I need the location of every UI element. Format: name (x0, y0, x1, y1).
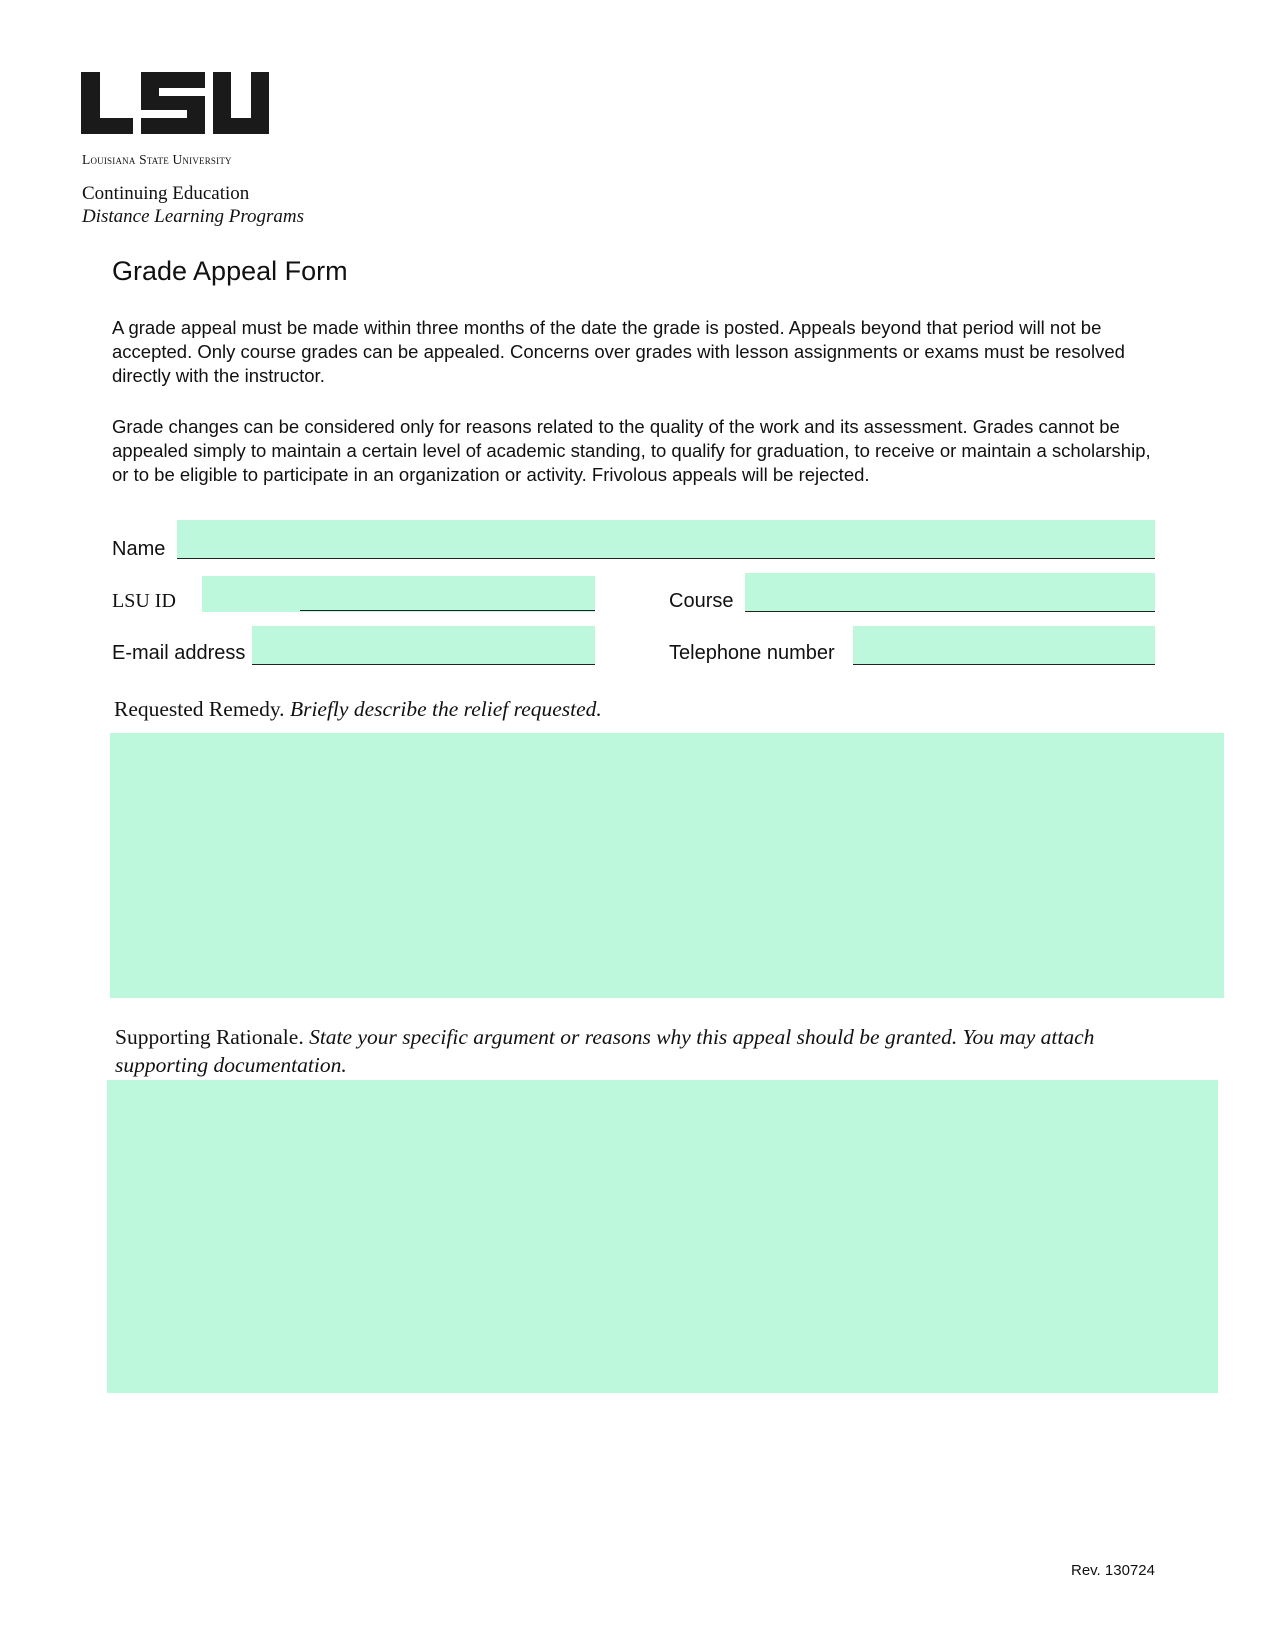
lsu-id-field[interactable] (202, 576, 595, 612)
telephone-field[interactable] (853, 626, 1155, 665)
name-field[interactable] (177, 520, 1155, 559)
email-field[interactable] (252, 626, 595, 665)
name-label: Name (112, 538, 166, 560)
lsu-logo-graphic (81, 70, 281, 140)
lsu-logo (81, 70, 281, 140)
remedy-heading (114, 695, 1164, 723)
course-label: Course (669, 590, 734, 612)
email-label: E-mail address (112, 642, 246, 664)
rationale-hint: State your specific argument or reasons why this appeal should be granted. You may attach supporting documentation. (115, 1025, 1095, 1077)
page-title: Grade Appeal Form (112, 256, 348, 286)
rationale-heading (115, 1023, 1175, 1079)
program-name: Distance Learning Programs (82, 206, 305, 227)
instructions-paragraph-1: A grade appeal must be made within three months of the date the grade is posted. Appeals beyond that period will not be accepted. Only course grades can be appealed. Concerns over grades with lesson assignments or exams must be resolved directly with the instructor. (112, 317, 1125, 386)
instructions-paragraph-2: Grade changes can be considered only for reasons related to the quality of the work and its assessment. Grades cannot be appealed simply to maintain a certain level of academic standing, to qualify for graduation, to receive or maintain a scholarship, or to be eligible to participate in an organization or activity. Frivolous appeals will be rejected. (112, 416, 1151, 485)
rationale-textarea[interactable] (107, 1080, 1218, 1393)
university-name: Louisiana State University (82, 152, 232, 167)
rationale-label: Supporting Rationale. (115, 1025, 304, 1049)
remedy-hint: Briefly describe the relief requested. (289, 697, 602, 721)
lsu-id-label: LSU ID (112, 590, 176, 612)
remedy-textarea[interactable] (110, 733, 1224, 998)
lsu-id-underline (300, 610, 595, 611)
remedy-label: Requested Remedy. (114, 697, 285, 721)
revision-number: Rev. 130724 (1071, 1562, 1155, 1579)
telephone-label: Telephone number (669, 642, 835, 664)
course-field[interactable] (745, 573, 1155, 612)
department-name: Continuing Education (82, 183, 250, 204)
